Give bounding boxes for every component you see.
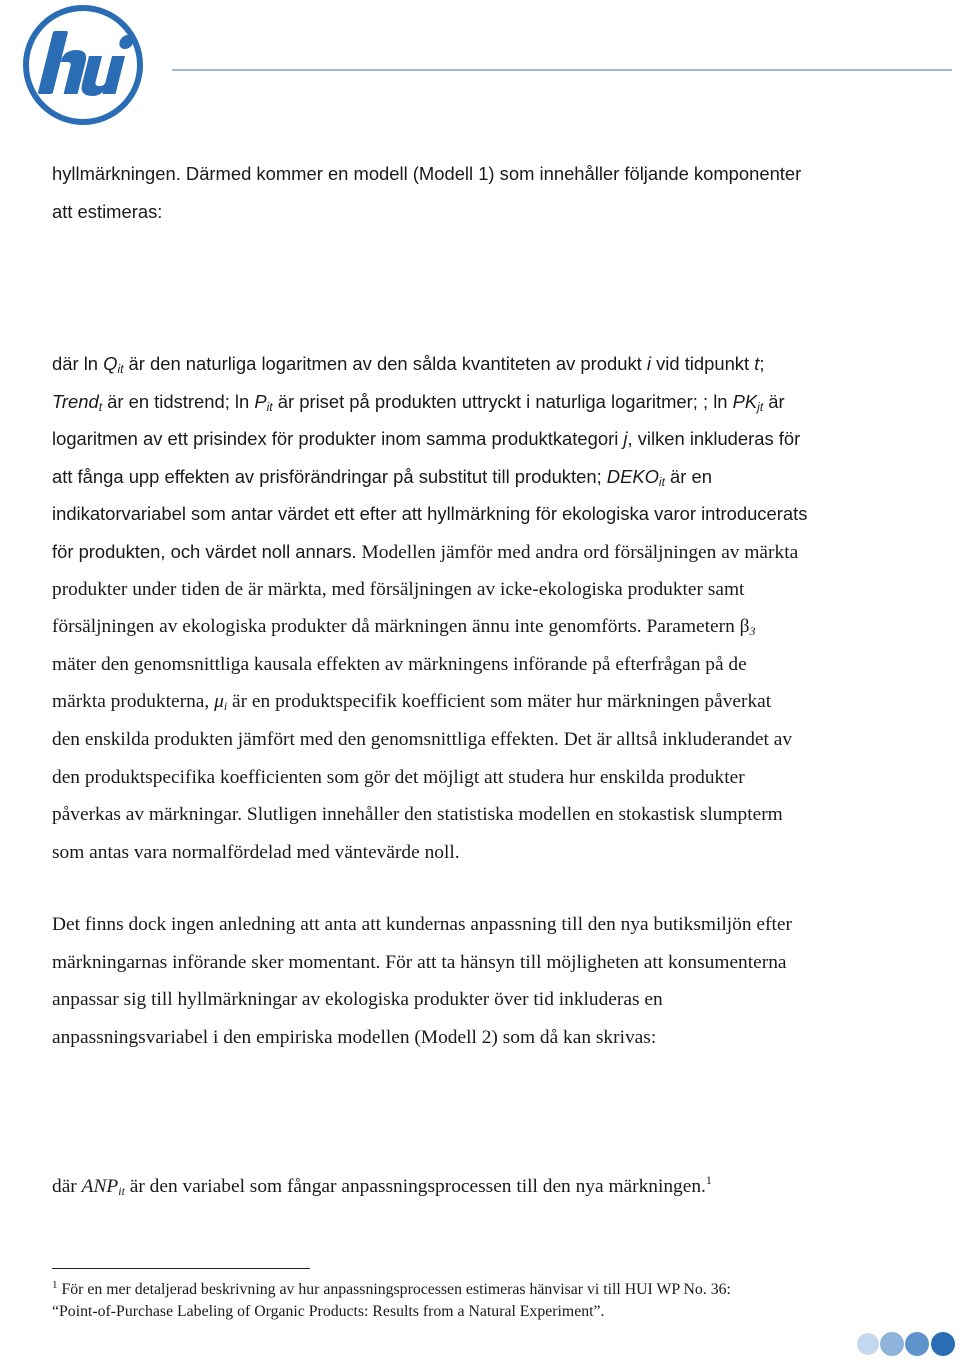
- variable-definitions-paragraph: [52, 345, 902, 871]
- text-line: den enskilda produkten jämfört med den genomsnittliga effekten. Det är alltså inkluderandet av: [52, 728, 793, 750]
- text-line: Det finns dock ingen anledning att anta att kundernas anpassning till den nya butiksmiljön efter: [52, 914, 792, 935]
- footnote-line: “Point-of-Purchase Labeling of Organic Products: Results from a Natural Experiment”.: [52, 1302, 605, 1320]
- dot-dark: [931, 1332, 955, 1356]
- text-line: för produkten, och värdet noll annars. Modellen jämför med andra ord försäljningen av märkta: [52, 540, 799, 563]
- dot-mid: [880, 1332, 904, 1356]
- text-line: indikatorvariabel som antar värdet ett efter att hyllmärkning för ekologiska varor introducerats: [52, 503, 808, 525]
- dot-light: [857, 1333, 879, 1355]
- svg-text:hui: hui: [20, 4, 22, 5]
- text-line: påverkas av märkningar. Slutligen innehåller den statistiska modellen en stokastisk slumpterm: [52, 804, 783, 826]
- adjustment-paragraph: [52, 906, 902, 1056]
- text-line: där $ANP_{it}$ är den variabel som fångar anpassningsprocessen till den nya märkningen.$^1$: [52, 1173, 712, 1198]
- header-rule: [172, 69, 952, 71]
- text-line: hyllmärkningen. Därmed kommer en modell (Modell 1) som innehåller följande komponenter: [52, 163, 802, 184]
- text-line: produkter under tiden de är märkta, med försäljningen av icke-ekologiska produkter samt: [52, 578, 745, 600]
- text-line: som antas vara normalfördelad med väntevärde noll.: [52, 841, 460, 863]
- footnote-line: $^1$ För en mer detaljerad beskrivning av hur anpassningsprocessen estimeras hänvisar vi till HUI WP No. 36:: [52, 1279, 731, 1298]
- footnote-mark: 1: [52, 1279, 58, 1291]
- text-line: försäljningen av ekologiska produkter då märkningen ännu inte genomförts. Parametern $\beta_3$: [52, 616, 756, 639]
- anp-paragraph: [52, 1168, 902, 1206]
- decorative-dots: [856, 1330, 960, 1358]
- text-line: märkta produkterna, $\mu_i$ är en produktspecifik koefficient som mäter hur märkningen påverkat: [52, 691, 772, 714]
- footnote-separator: [52, 1268, 310, 1269]
- text-line: anpassningsvariabel i den empiriska modellen (Modell 2) som då kan skrivas:: [52, 1026, 657, 1048]
- text-line: anpassar sig till hyllmärkningar av ekologiska produkter över tid inkluderas en: [52, 989, 663, 1011]
- text-line: Trend$_t$ är en tidstrend; $\ln P_{it}$ är priset på produkten uttryckt i naturliga logaritmer; ; $\ln PK_{jt}$ är: [52, 390, 785, 414]
- text-line: att fånga upp effekten av prisförändringar på substitut till produkten; $DEKO_{it}$ är en: [52, 465, 712, 489]
- text-line: mäter den genomsnittliga kausala effekten av märkningens införande på efterfrågan på de: [52, 653, 747, 675]
- hui-logo: [20, 4, 146, 126]
- text-line: märkningarnas införande sker momentant. För att ta hänsyn till möjligheten att konsumenterna: [52, 951, 787, 973]
- dot-mid: [905, 1332, 929, 1356]
- hui-logo-mark: [20, 4, 146, 126]
- text-line: där $\ln Q_{it}$ är den naturliga logaritmen av den sålda kvantiteten av produkt i vid tidpunkt t;: [52, 353, 765, 376]
- text-line: att estimeras:: [52, 200, 163, 222]
- text-line: den produktspecifika koefficienten som gör det möjligt att studera hur enskilda produkter: [52, 766, 745, 788]
- footnote-reference: 1: [705, 1173, 712, 1187]
- text-line: logaritmen av ett prisindex för produkter inom samma produktkategori j, vilken inkluderas för: [52, 428, 801, 450]
- footnote: [52, 1279, 912, 1322]
- intro-paragraph: [52, 155, 902, 230]
